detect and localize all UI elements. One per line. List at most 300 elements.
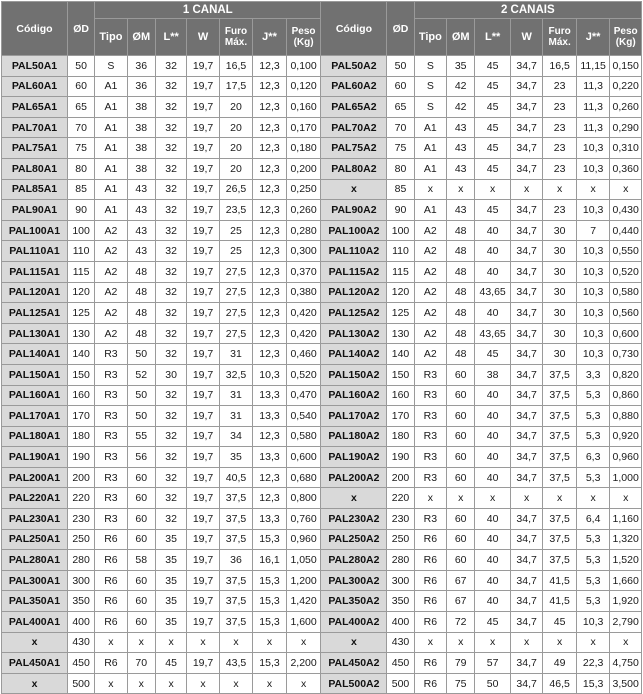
cell-tipo-2: A2 (414, 220, 446, 241)
cell-furo-1: 40,5 (219, 467, 253, 488)
cell-furo-1: 32,5 (219, 364, 253, 385)
cell-furo-2: 37,5 (543, 447, 577, 468)
cell-l-2: 40 (475, 591, 511, 612)
cell-codigo-2: PAL60A2 (321, 76, 387, 97)
cell-l-2: 40 (475, 570, 511, 591)
cell-codigo-1: x (2, 632, 68, 653)
cell-j-1: 16,1 (253, 550, 287, 571)
col-header-w-2: W (510, 19, 542, 56)
cell-om-1: 58 (127, 550, 155, 571)
cell-furo-1: 37,5 (219, 612, 253, 633)
cell-l-2: 45 (475, 158, 511, 179)
cell-od-1: 450 (67, 653, 94, 674)
cell-w-2: 34,7 (510, 56, 542, 77)
cell-peso-1: 0,280 (286, 220, 321, 241)
cell-j-2: 5,3 (576, 467, 610, 488)
cell-w-2: 34,7 (510, 447, 542, 468)
cell-om-1: 60 (127, 570, 155, 591)
cell-om-1: 50 (127, 344, 155, 365)
cell-j-2: x (576, 179, 610, 200)
table-row (2, 488, 642, 509)
cell-tipo-1: x (95, 632, 127, 653)
cell-tipo-2: S (414, 56, 446, 77)
cell-furo-1: 37,5 (219, 509, 253, 530)
cell-codigo-2: PAL140A2 (321, 344, 387, 365)
cell-l-2: 45 (475, 76, 511, 97)
cell-j-2: 10,3 (576, 138, 610, 159)
cell-peso-2: 0,150 (610, 56, 642, 77)
cell-peso-1: 0,120 (286, 76, 321, 97)
cell-od-1: 350 (67, 591, 94, 612)
cell-codigo-1: PAL190A1 (2, 447, 68, 468)
cell-codigo-2: PAL150A2 (321, 364, 387, 385)
cell-furo-1: 27,5 (219, 303, 253, 324)
cell-tipo-1: A1 (95, 158, 127, 179)
cell-j-2: 11,3 (576, 97, 610, 118)
cell-furo-2: 30 (543, 241, 577, 262)
cell-l-2: 45 (475, 117, 511, 138)
cell-codigo-1: PAL450A1 (2, 653, 68, 674)
cell-furo-2: 23 (543, 158, 577, 179)
cell-w-1: 19,7 (187, 97, 219, 118)
cell-peso-1: 0,100 (286, 56, 321, 77)
cell-w-1: 19,7 (187, 179, 219, 200)
cell-tipo-1: R6 (95, 550, 127, 571)
cell-furo-1: 27,5 (219, 261, 253, 282)
cell-w-1: 19,7 (187, 117, 219, 138)
cell-peso-1: x (286, 673, 321, 694)
table-row (2, 570, 642, 591)
cell-codigo-2: PAL250A2 (321, 529, 387, 550)
cell-tipo-2: x (414, 632, 446, 653)
cell-w-1: 19,7 (187, 529, 219, 550)
cell-j-1: 12,3 (253, 282, 287, 303)
cell-l-1: x (155, 632, 186, 653)
cell-l-1: 32 (155, 447, 186, 468)
cell-l-1: 32 (155, 509, 186, 530)
cell-om-1: 55 (127, 426, 155, 447)
cell-tipo-1: R3 (95, 406, 127, 427)
cell-peso-1: 0,960 (286, 529, 321, 550)
cell-codigo-2: PAL300A2 (321, 570, 387, 591)
cell-tipo-1: A2 (95, 303, 127, 324)
cell-od-2: 190 (387, 447, 414, 468)
cell-l-1: 32 (155, 97, 186, 118)
cell-w-2: 34,7 (510, 509, 542, 530)
cell-om-2: 60 (447, 406, 475, 427)
col-header-tipo-1: Tipo (95, 19, 127, 56)
cell-od-2: 300 (387, 570, 414, 591)
cell-om-1: 60 (127, 467, 155, 488)
cell-l-1: 35 (155, 612, 186, 633)
cell-tipo-2: A1 (414, 138, 446, 159)
cell-furo-2: 37,5 (543, 509, 577, 530)
cell-w-1: 19,7 (187, 323, 219, 344)
cell-peso-1: 0,420 (286, 303, 321, 324)
cell-codigo-1: PAL160A1 (2, 385, 68, 406)
cell-peso-1: 1,600 (286, 612, 321, 633)
cell-tipo-1: R6 (95, 612, 127, 633)
cell-od-1: 160 (67, 385, 94, 406)
cell-l-2: 43,65 (475, 282, 511, 303)
cell-peso-2: 0,220 (610, 76, 642, 97)
cell-l-2: 57 (475, 653, 511, 674)
cell-od-1: 50 (67, 56, 94, 77)
cell-peso-2: 0,880 (610, 406, 642, 427)
cell-w-2: 34,7 (510, 261, 542, 282)
cell-od-2: 170 (387, 406, 414, 427)
cell-peso-2: 0,430 (610, 200, 642, 221)
cell-furo-2: 30 (543, 282, 577, 303)
cell-j-2: 10,3 (576, 612, 610, 633)
cell-codigo-1: PAL75A1 (2, 138, 68, 159)
cell-om-1: 50 (127, 406, 155, 427)
cell-furo-2: x (543, 632, 577, 653)
cell-w-1: 19,7 (187, 220, 219, 241)
cell-w-1: 19,7 (187, 467, 219, 488)
cell-w-2: x (510, 179, 542, 200)
cell-om-1: 43 (127, 200, 155, 221)
cell-j-1: 12,3 (253, 344, 287, 365)
table-row (2, 550, 642, 571)
cell-furo-1: 17,5 (219, 76, 253, 97)
cell-furo-1: x (219, 632, 253, 653)
cell-furo-1: 31 (219, 406, 253, 427)
cell-w-2: x (510, 488, 542, 509)
cell-j-1: 12,3 (253, 488, 287, 509)
cell-j-2: 10,3 (576, 261, 610, 282)
cell-od-2: 100 (387, 220, 414, 241)
cell-j-1: 15,3 (253, 570, 287, 591)
cell-codigo-2: PAL90A2 (321, 200, 387, 221)
cell-od-1: 100 (67, 220, 94, 241)
cell-om-2: 42 (447, 97, 475, 118)
cell-j-2: 10,3 (576, 303, 610, 324)
cell-l-2: 40 (475, 261, 511, 282)
cell-furo-2: 30 (543, 344, 577, 365)
cell-tipo-2: A2 (414, 344, 446, 365)
cell-om-1: 48 (127, 303, 155, 324)
table-row (2, 282, 642, 303)
cell-codigo-2: PAL130A2 (321, 323, 387, 344)
cell-j-1: 13,3 (253, 447, 287, 468)
cell-peso-1: 0,580 (286, 426, 321, 447)
cell-om-1: 60 (127, 488, 155, 509)
cell-od-1: 120 (67, 282, 94, 303)
cell-peso-1: 0,600 (286, 447, 321, 468)
cell-tipo-2: R3 (414, 406, 446, 427)
cell-l-2: 50 (475, 673, 511, 694)
cell-codigo-1: PAL150A1 (2, 364, 68, 385)
cell-j-2: 15,3 (576, 673, 610, 694)
cell-w-2: 34,7 (510, 117, 542, 138)
cell-od-2: 280 (387, 550, 414, 571)
cell-od-1: 85 (67, 179, 94, 200)
cell-tipo-2: R3 (414, 364, 446, 385)
cell-l-1: 32 (155, 406, 186, 427)
cell-furo-2: x (543, 488, 577, 509)
cell-j-1: 12,3 (253, 97, 287, 118)
cell-codigo-2: x (321, 179, 387, 200)
cell-codigo-1: PAL115A1 (2, 261, 68, 282)
cell-tipo-2: A2 (414, 303, 446, 324)
cell-j-1: 10,3 (253, 364, 287, 385)
cell-od-2: 250 (387, 529, 414, 550)
cell-furo-2: 23 (543, 117, 577, 138)
cell-j-1: 12,3 (253, 323, 287, 344)
col-header-od-2: ØD (387, 2, 414, 56)
cell-om-2: 43 (447, 138, 475, 159)
cell-j-2: 5,3 (576, 570, 610, 591)
cell-codigo-1: PAL65A1 (2, 97, 68, 118)
cell-om-1: 38 (127, 158, 155, 179)
cell-peso-2: 0,730 (610, 344, 642, 365)
cell-codigo-2: PAL50A2 (321, 56, 387, 77)
cell-peso-1: 0,160 (286, 97, 321, 118)
cell-j-1: 12,3 (253, 200, 287, 221)
group-header-2-canais: 2 CANAIS (414, 2, 641, 19)
cell-w-1: 19,7 (187, 612, 219, 633)
col-header-j-1: J** (253, 19, 287, 56)
cell-peso-2: 0,820 (610, 364, 642, 385)
cell-od-1: 300 (67, 570, 94, 591)
cell-w-2: 34,7 (510, 385, 542, 406)
cell-tipo-2: x (414, 488, 446, 509)
cell-furo-2: 23 (543, 97, 577, 118)
cell-tipo-1: R6 (95, 529, 127, 550)
product-spec-table (1, 1, 642, 694)
cell-od-1: 400 (67, 612, 94, 633)
cell-om-2: x (447, 632, 475, 653)
cell-furo-2: 16,5 (543, 56, 577, 77)
cell-l-1: 32 (155, 158, 186, 179)
cell-furo-2: 37,5 (543, 467, 577, 488)
cell-tipo-2: A2 (414, 241, 446, 262)
cell-codigo-1: PAL230A1 (2, 509, 68, 530)
cell-od-2: 230 (387, 509, 414, 530)
cell-tipo-1: A2 (95, 261, 127, 282)
cell-tipo-2: R3 (414, 426, 446, 447)
cell-furo-1: 37,5 (219, 488, 253, 509)
cell-peso-2: x (610, 632, 642, 653)
col-header-w-1: W (187, 19, 219, 56)
cell-l-1: 32 (155, 261, 186, 282)
cell-j-2: 5,3 (576, 591, 610, 612)
cell-j-2: 6,3 (576, 447, 610, 468)
cell-furo-1: 35 (219, 447, 253, 468)
cell-om-1: 60 (127, 509, 155, 530)
cell-tipo-2: A1 (414, 158, 446, 179)
cell-j-2: 5,3 (576, 529, 610, 550)
cell-codigo-2: PAL190A2 (321, 447, 387, 468)
table-row (2, 138, 642, 159)
cell-w-1: x (187, 632, 219, 653)
cell-peso-2: 0,290 (610, 117, 642, 138)
cell-w-1: 19,7 (187, 426, 219, 447)
cell-peso-2: 1,320 (610, 529, 642, 550)
cell-od-1: 430 (67, 632, 94, 653)
cell-codigo-2: PAL70A2 (321, 117, 387, 138)
cell-om-2: 48 (447, 261, 475, 282)
cell-od-1: 60 (67, 76, 94, 97)
cell-furo-2: 46,5 (543, 673, 577, 694)
cell-tipo-2: A2 (414, 323, 446, 344)
cell-tipo-2: x (414, 179, 446, 200)
cell-w-1: 19,7 (187, 76, 219, 97)
group-header-1-canal: 1 CANAL (95, 2, 321, 19)
cell-peso-1: 0,460 (286, 344, 321, 365)
cell-codigo-2: x (321, 488, 387, 509)
cell-codigo-2: PAL350A2 (321, 591, 387, 612)
cell-l-1: 32 (155, 467, 186, 488)
cell-om-2: 35 (447, 56, 475, 77)
cell-od-1: 190 (67, 447, 94, 468)
cell-om-1: 43 (127, 241, 155, 262)
cell-om-1: 43 (127, 179, 155, 200)
cell-om-2: 43 (447, 158, 475, 179)
cell-codigo-1: PAL80A1 (2, 158, 68, 179)
table-row (2, 591, 642, 612)
cell-tipo-2: R3 (414, 385, 446, 406)
cell-peso-1: 0,420 (286, 323, 321, 344)
cell-j-2: 22,3 (576, 653, 610, 674)
cell-furo-1: 20 (219, 158, 253, 179)
cell-j-2: 10,3 (576, 344, 610, 365)
cell-peso-2: 1,000 (610, 467, 642, 488)
cell-od-1: 90 (67, 200, 94, 221)
cell-w-2: 34,7 (510, 529, 542, 550)
cell-w-1: 19,7 (187, 200, 219, 221)
cell-om-2: 60 (447, 426, 475, 447)
cell-furo-2: 37,5 (543, 426, 577, 447)
cell-j-1: 13,3 (253, 406, 287, 427)
cell-l-2: 40 (475, 406, 511, 427)
cell-om-1: 50 (127, 385, 155, 406)
cell-od-1: 280 (67, 550, 94, 571)
col-header-furo-2: Furo Máx. (543, 19, 577, 56)
cell-furo-2: 49 (543, 653, 577, 674)
cell-tipo-1: A2 (95, 323, 127, 344)
cell-codigo-2: PAL450A2 (321, 653, 387, 674)
cell-w-2: 34,7 (510, 138, 542, 159)
cell-codigo-1: PAL250A1 (2, 529, 68, 550)
cell-w-2: 34,7 (510, 200, 542, 221)
cell-om-2: 42 (447, 76, 475, 97)
cell-om-1: x (127, 632, 155, 653)
cell-peso-2: 1,520 (610, 550, 642, 571)
cell-tipo-2: A2 (414, 261, 446, 282)
cell-j-1: 13,3 (253, 385, 287, 406)
cell-tipo-2: R6 (414, 653, 446, 674)
cell-tipo-1: A2 (95, 241, 127, 262)
cell-od-1: 130 (67, 323, 94, 344)
cell-w-2: 34,7 (510, 653, 542, 674)
cell-w-1: 19,7 (187, 241, 219, 262)
cell-codigo-1: PAL100A1 (2, 220, 68, 241)
cell-furo-2: 23 (543, 200, 577, 221)
col-header-tipo-2: Tipo (414, 19, 446, 56)
cell-furo-1: 37,5 (219, 570, 253, 591)
cell-tipo-1: A1 (95, 76, 127, 97)
cell-om-1: 70 (127, 653, 155, 674)
cell-om-1: x (127, 673, 155, 694)
table-row (2, 653, 642, 674)
cell-peso-1: 0,680 (286, 467, 321, 488)
cell-w-1: 19,7 (187, 282, 219, 303)
cell-furo-1: 36 (219, 550, 253, 571)
cell-codigo-1: PAL140A1 (2, 344, 68, 365)
cell-od-2: 430 (387, 632, 414, 653)
cell-j-2: 7 (576, 220, 610, 241)
cell-l-1: 32 (155, 56, 186, 77)
cell-om-1: 60 (127, 612, 155, 633)
cell-l-1: 45 (155, 653, 186, 674)
cell-od-1: 110 (67, 241, 94, 262)
cell-codigo-1: PAL50A1 (2, 56, 68, 77)
cell-j-1: 12,3 (253, 158, 287, 179)
cell-peso-2: 1,160 (610, 509, 642, 530)
cell-om-2: 67 (447, 591, 475, 612)
cell-peso-2: 4,750 (610, 653, 642, 674)
cell-om-1: 43 (127, 220, 155, 241)
cell-codigo-2: PAL400A2 (321, 612, 387, 633)
table-row (2, 303, 642, 324)
table-row (2, 673, 642, 694)
cell-l-1: 32 (155, 303, 186, 324)
col-header-peso-2: Peso (Kg) (610, 19, 642, 56)
cell-tipo-1: S (95, 56, 127, 77)
cell-w-2: 34,7 (510, 282, 542, 303)
cell-codigo-2: PAL500A2 (321, 673, 387, 694)
col-header-om-2: ØM (447, 19, 475, 56)
cell-w-2: 34,7 (510, 241, 542, 262)
cell-w-1: 19,7 (187, 653, 219, 674)
cell-codigo-2: PAL160A2 (321, 385, 387, 406)
cell-od-1: 170 (67, 406, 94, 427)
cell-peso-1: x (286, 632, 321, 653)
cell-od-2: 110 (387, 241, 414, 262)
cell-od-2: 180 (387, 426, 414, 447)
table-row (2, 385, 642, 406)
cell-peso-1: 0,250 (286, 179, 321, 200)
cell-peso-2: 0,550 (610, 241, 642, 262)
cell-tipo-2: R6 (414, 529, 446, 550)
cell-l-2: 40 (475, 529, 511, 550)
cell-j-2: 10,3 (576, 323, 610, 344)
cell-w-2: 34,7 (510, 323, 542, 344)
cell-j-1: x (253, 632, 287, 653)
table-row (2, 76, 642, 97)
cell-tipo-2: R6 (414, 591, 446, 612)
cell-peso-1: 0,370 (286, 261, 321, 282)
cell-codigo-1: PAL130A1 (2, 323, 68, 344)
cell-l-2: x (475, 179, 511, 200)
cell-l-1: 32 (155, 220, 186, 241)
cell-l-2: 45 (475, 138, 511, 159)
cell-w-2: 34,7 (510, 220, 542, 241)
cell-om-1: 36 (127, 56, 155, 77)
cell-j-1: 12,3 (253, 241, 287, 262)
cell-tipo-1: R3 (95, 364, 127, 385)
cell-furo-2: 30 (543, 261, 577, 282)
cell-w-2: 34,7 (510, 97, 542, 118)
table-body (2, 56, 642, 694)
cell-j-2: 6,4 (576, 509, 610, 530)
cell-codigo-2: PAL170A2 (321, 406, 387, 427)
cell-peso-2: 2,790 (610, 612, 642, 633)
cell-j-2: 5,3 (576, 385, 610, 406)
cell-peso-1: 1,200 (286, 570, 321, 591)
